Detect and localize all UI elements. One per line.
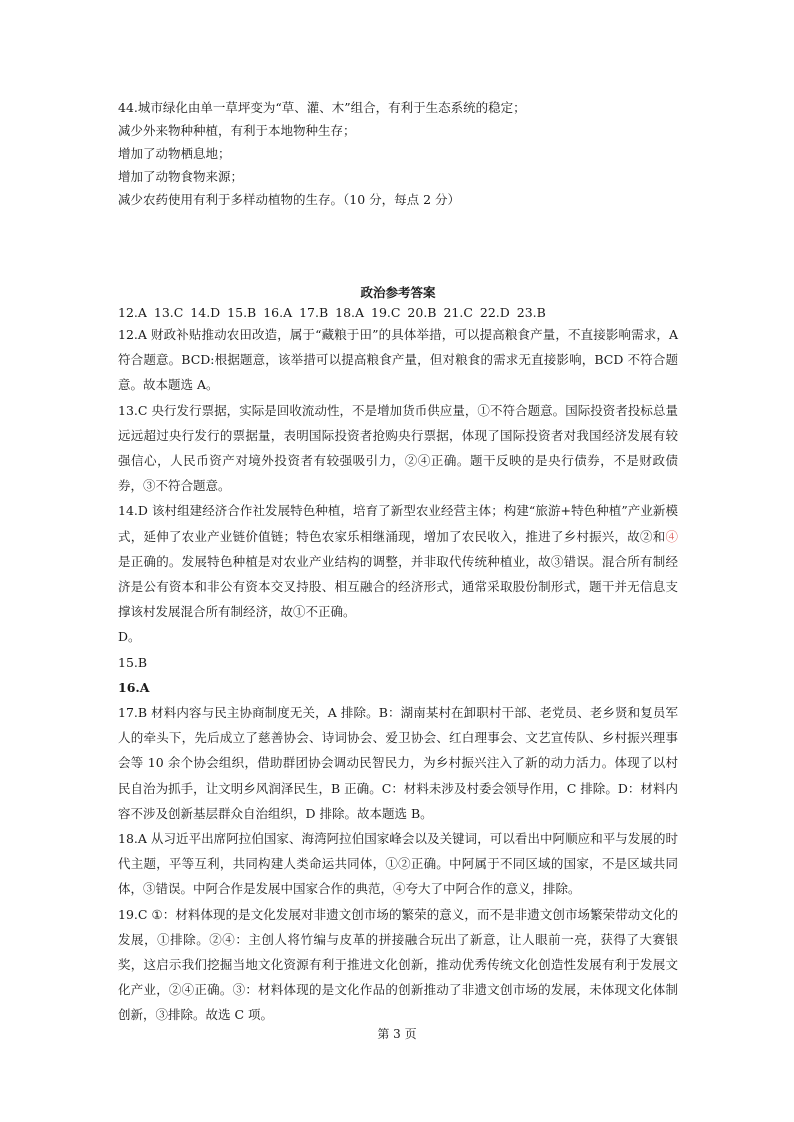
bio-line-2: 减少外来物种种植，有利于本地物种生存； (118, 123, 356, 138)
politics-explanations (118, 322, 678, 1028)
explanation-q16: 16.A (118, 679, 150, 695)
explanation-q14-tail: D。 (118, 629, 141, 645)
explanation-q12: 12.A 财政补贴推动农田改造，属于“藏粮于田”的具体举措，可以提高粮食产量，不直接影响需求，A 符合题意。BCD:根据题意，该举措可以提高粮食产量，但对粮食的需求无直接影响，BCD 不符合题意。故本题选 A。 (118, 327, 678, 393)
q14-circled-four: ④ (665, 528, 678, 544)
explanation-q15: 15.B (118, 654, 148, 670)
bio-line-4: 增加了动物食物来源； (118, 169, 244, 184)
bio-line-3: 增加了动物栖息地； (118, 146, 231, 161)
q14-text-before: 14.D 该村组建经济合作社发展特色种植，培育了新型农业经营主体；构建“旅游+特色种植”产业新模式，延伸了农业产业链价值链；特色农家乐相继涌现，增加了农民收入，推进了乡村振兴，故②和 (118, 503, 678, 544)
explanation-q13: 13.C 央行发行票据，实际是回收流动性，不是增加货币供应量，①不符合题意。国际投资者投标总量远远超过央行发行的票据量，表明国际投资者抢购央行票据，体现了国际投资者对我国经济发展有较强信心，人民币资产对境外投资者有较强吸引力，②④正确。题干反映的是央行债券，不是财政债券，③不符合题意。 (118, 402, 678, 494)
answer-key: 12.A 13.C 14.D 15.B 16.A 17.B 18.A 19.C 20.B 21.C 22.D 23.B (118, 305, 546, 320)
section-gap (118, 211, 678, 283)
page-number: 第 3 页 (377, 1027, 417, 1041)
explanation-q18: 18.A 从习近平出席阿拉伯国家、海湾阿拉伯国家峰会以及关键词，可以看出中阿顺应和平与发展的时代主题，平等互利，共同构建人类命运共同体，①②正确。中阿属于不同区域的国家，不是区域共同体，③错误。中阿合作是发展中国家合作的典范，④夸大了中阿合作的意义，排除。 (118, 831, 678, 897)
politics-title: 政治参考答案 (360, 285, 436, 300)
bio-line-5: 减少农药使用有利于多样动植物的生存。（10 分，每点 2 分） (118, 192, 461, 207)
page-content (118, 96, 678, 1028)
explanation-q19: 19.C ①：材料体现的是文化发展对非遗文创市场的繁荣的意义，而不是非遗文创市场繁荣带动文化的发展，①排除。②④：主创人将竹编与皮革的拼接融合玩出了新意，让人眼前一亮，获得了大赛银奖，这启示我们挖掘当地文化资源有利于推进文化创新，推动优秀传统文化创造性发展有利于发展文化产业，②④正确。③：材料体现的是文化作品的创新推动了非遗文创市场的发展，未体现文化体制创新，③排除。故选 C 项。 (118, 906, 678, 1023)
bio-line-1: 44.城市绿化由单一草坪变为“草、灌、木”组合，有利于生态系统的稳定； (118, 100, 526, 115)
explanation-q14 (118, 498, 678, 624)
q14-text-after: 是正确的。发展特色种植是对农业产业结构的调整，并非取代传统种植业，故③错误。混合所有制经济是公有资本和非公有资本交叉持股、相互融合的经济形式，通常采取股份制形式，题干并无信息支撑该村发展混合所有制经济，故①不正确。 (118, 553, 678, 620)
biology-answer-44 (118, 96, 678, 211)
explanation-q17: 17.B 材料内容与民主协商制度无关，A 排除。B：湖南某村在卸职村干部、老党员、老乡贤和复员军人的牵头下，先后成立了慈善协会、诗词协会、爱卫协会、红白理事会、文艺宣传队、乡村振兴理事会等 10 余个协会组织，借助群团协会调动民智民力，为乡村振兴注入了新的动力活力。体现了以村民自治为抓手，让文明乡风润泽民生，B 正确。C：材料未涉及村委会领导作用，C 排除。D：材料内容不涉及创新基层群众自治组织，D 排除。故本题选 B。 (118, 705, 678, 821)
